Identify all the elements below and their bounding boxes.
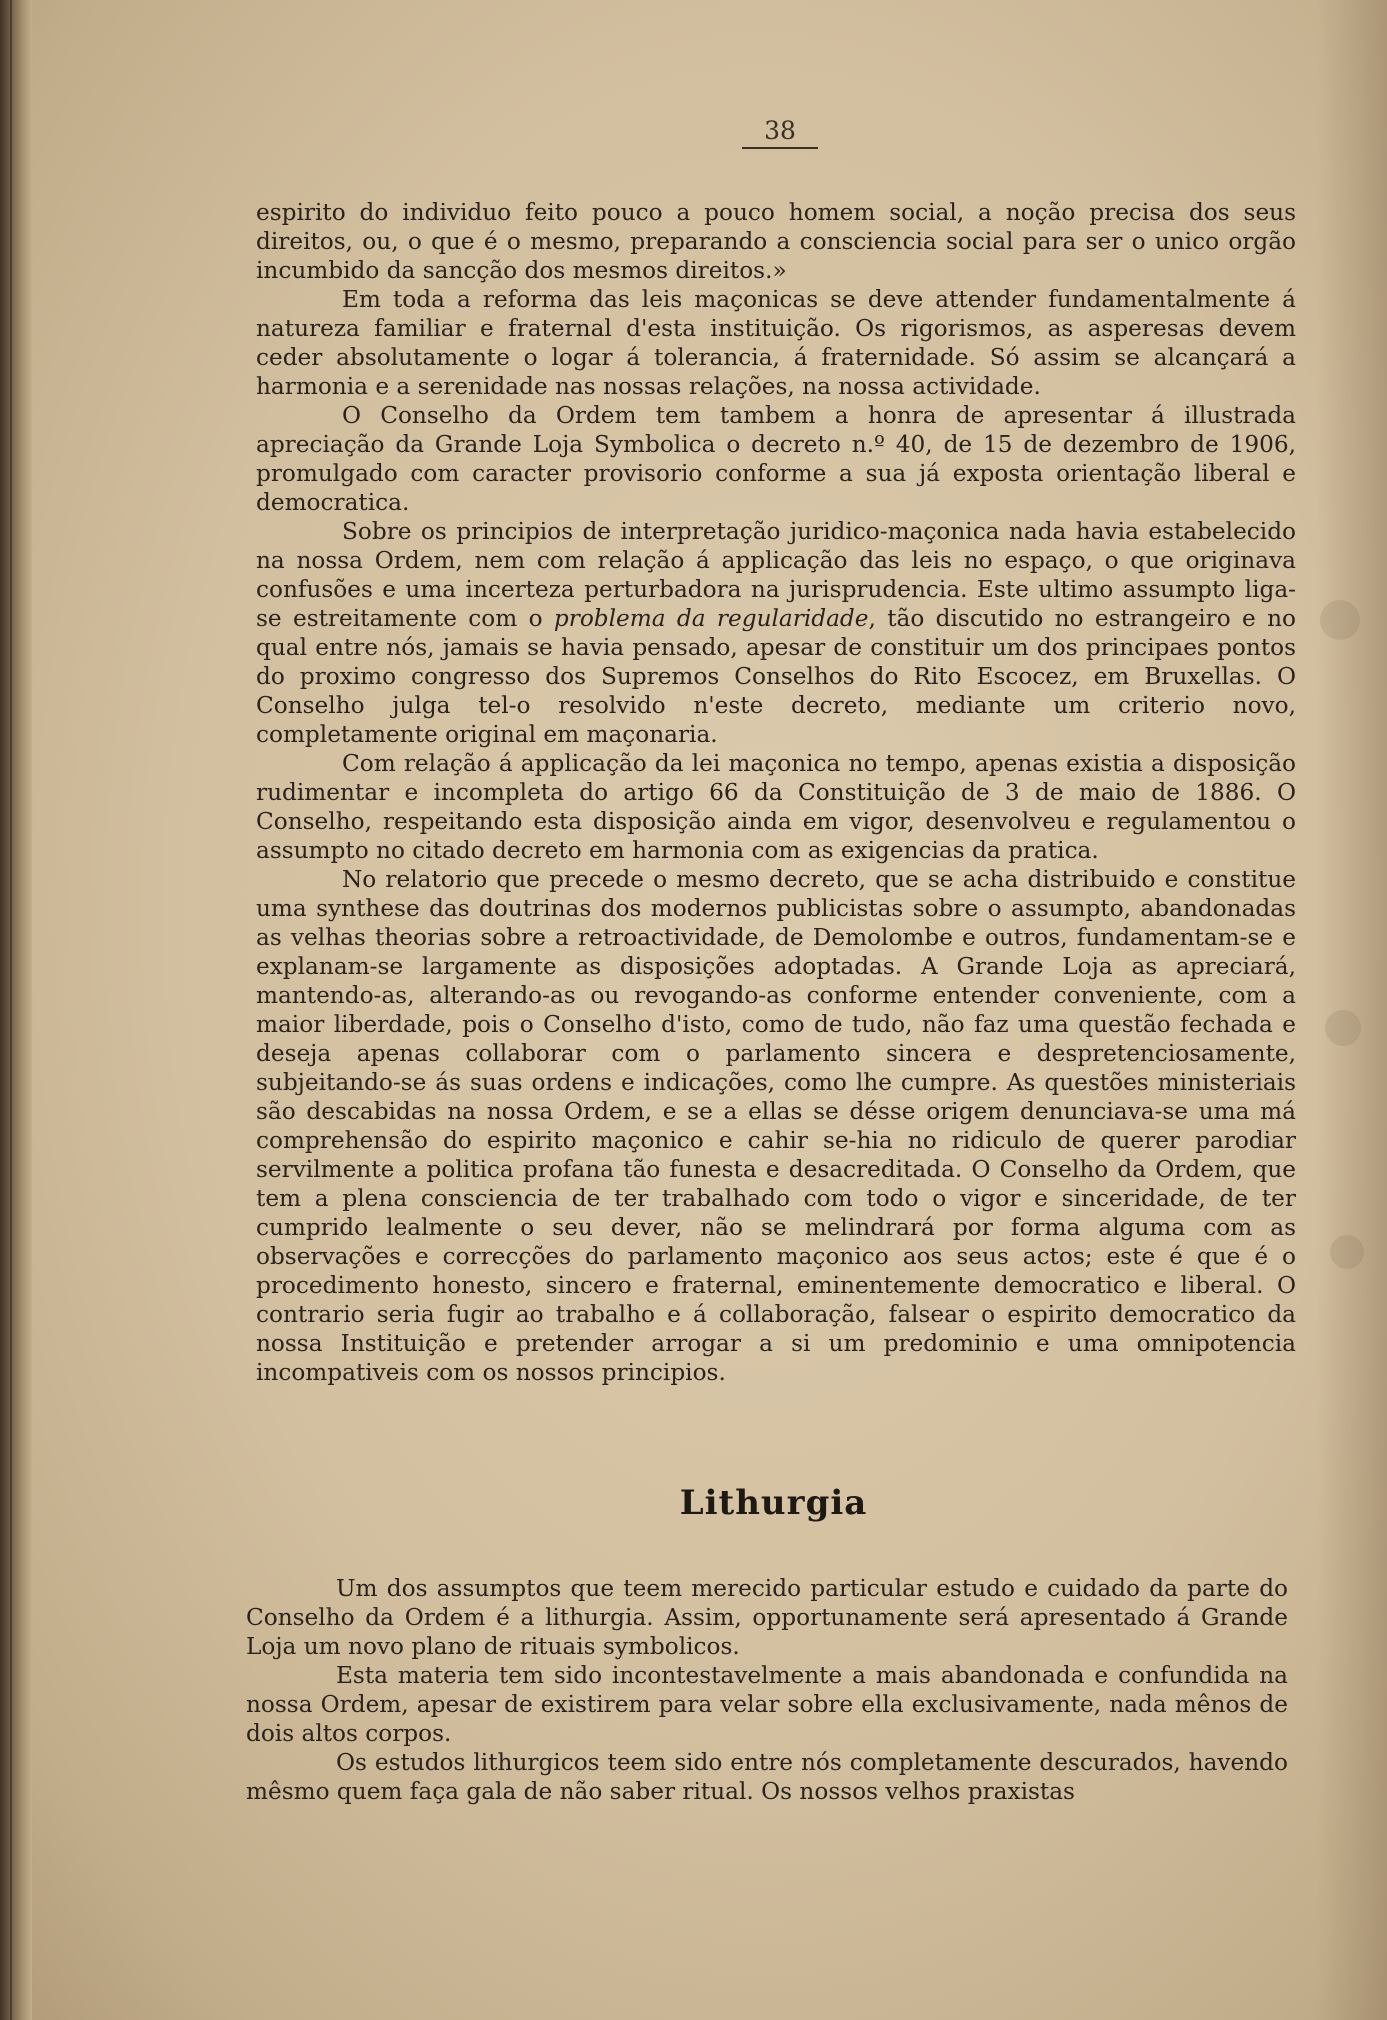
paragraph-3: O Conselho da Ordem tem tambem a honra de apresentar á illustrada apreciação da Grande Loja Symbolica o decreto n.º 40, de 15 de dezembro de 1906, promulgado com caracter provisorio conforme a sua já exposta orientação liberal e democratica.	[256, 402, 1296, 516]
paper-stain	[1325, 1010, 1361, 1046]
paragraph-4-text-start: Sobre os principios de interpretação juridico-maçonica nada havia estabelecido na nossa Ordem, nem com relação á applicação das leis no espaço, o que originava confusões e uma incerteza perturbadora na jurisprudencia. Este ultimo assumpto liga-se estreitamente com o	[256, 518, 1296, 632]
section-paragraph-3: Os estudos lithurgicos teem sido entre nós completamente descurados, havendo mêsmo quem faça gala de não saber ritual. Os nossos velhos praxistas	[246, 1749, 1288, 1805]
paragraph-1: espirito do individuo feito pouco a pouco homem social, a noção precisa dos seus direitos, ou, o que é o mesmo, preparando a consciencia social para ser o unico orgão incumbido da sancção dos mesmos direitos.»	[256, 199, 1296, 284]
paper-stain	[1330, 1235, 1364, 1269]
paragraph-4	[256, 517, 1296, 749]
section-text-block	[246, 1574, 1288, 1806]
section-heading: Lithurgia	[679, 1483, 868, 1523]
page-number: 38	[742, 116, 818, 149]
section-paragraph-2: Esta materia tem sido incontestavelmente a mais abandonada e confundida na nossa Ordem, apesar de existirem para velar sobre ella exclusivamente, nada mênos de dois altos corpos.	[246, 1662, 1288, 1747]
book-spine	[0, 0, 32, 2020]
paper-stain	[1320, 600, 1360, 640]
spine-line	[10, 0, 12, 2020]
paragraph-5: Com relação á applicação da lei maçonica no tempo, apenas existia a disposição rudimentar e incompleta do artigo 66 da Constituição de 3 de maio de 1886. O Conselho, respeitando esta disposição ainda em vigor, desenvolveu e regulamentou o assumpto no citado decreto em harmonia com as exigencias da pratica.	[256, 750, 1296, 864]
main-text-block	[256, 198, 1296, 1387]
paragraph-4-italic-term: problema da regularidade	[553, 605, 869, 632]
paragraph-6: No relatorio que precede o mesmo decreto, que se acha distribuido e constitue uma synthese das doutrinas dos modernos publicistas sobre o assumpto, abandonadas as velhas theorias sobre a retroactividade, de Demolombe e outros, fundamentam-se e explanam-se largamente as disposições adoptadas. A Grande Loja as apreciará, mantendo-as, alterando-as ou revogando-as conforme entender conveniente, com a maior liberdade, pois o Conselho d'isto, como de tudo, não faz uma questão fechada e deseja apenas collaborar com o parlamento sincera e despretenciosamente, subjeitando-se ás suas ordens e indicações, como lhe cumpre. As questões ministeriais são descabidas na nossa Ordem, e se a ellas se désse origem denunciava-se uma má comprehensão do espirito maçonico e cahir se-hia no ridiculo de querer parodiar servilmente a politica profana tão funesta e desacreditada. O Conselho da Ordem, que tem a plena consciencia de ter trabalhado com todo o vigor e sinceridade, de ter cumprido lealmente o seu dever, não se melindrará por forma alguma com as observações e correcções do parlamento maçonico aos seus actos; este é que é o procedimento honesto, sincero e fraternal, eminentemente democratico e liberal. O contrario seria fugir ao trabalho e á collaboração, falsear o espirito democratico da nossa Instituição e pretender arrogar a si um predominio e uma omnipotencia incompativeis com os nossos principios.	[256, 866, 1296, 1386]
paragraph-2: Em toda a reforma das leis maçonicas se deve attender fundamentalmente á natureza familiar e fraternal d'esta instituição. Os rigorismos, as asperesas devem ceder absolutamente o logar á tolerancia, á fraternidade. Só assim se alcançará a harmonia e a serenidade nas nossas relações, na nossa actividade.	[256, 286, 1296, 400]
section-paragraph-1: Um dos assumptos que teem merecido particular estudo e cuidado da parte do Conselho da Ordem é a lithurgia. Assim, opportunamente será apresentado á Grande Loja um novo plano de rituais symbolicos.	[246, 1575, 1288, 1660]
paragraph-4-text-end: , tão discutido no estrangeiro e no qual entre nós, jamais se havia pensado, apesar de constituir um dos principaes pontos do proximo congresso dos Supremos Conselhos do Rito Escocez, em Bruxellas. O Conselho julga tel-o resolvido n'este decreto, mediante um criterio novo, completamente original em maçonaria.	[256, 605, 1296, 748]
page-edge-shadow	[1317, 0, 1387, 2020]
